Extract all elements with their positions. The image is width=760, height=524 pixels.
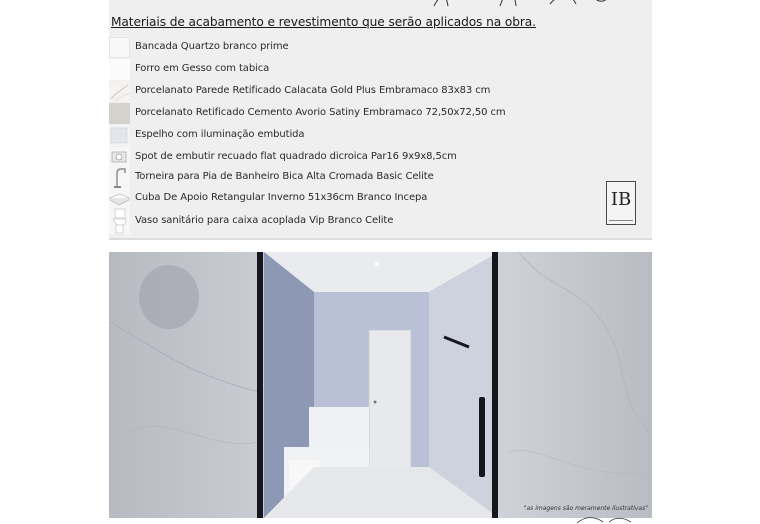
material-label: Porcelanato Parede Retificado Calacata Gold Plus Embramaco 83x83 cm (135, 85, 491, 96)
material-item (109, 187, 609, 207)
faucet-icon (109, 167, 130, 188)
plaster-swatch-icon (109, 59, 130, 80)
script-lettering-decoration (430, 0, 620, 8)
material-label: Forro em Gesso com tabica (135, 63, 270, 74)
material-label: Spot de embutir recuado flat quadrado dicroica Par16 9x9x8,5cm (135, 151, 457, 162)
bathroom-render-illustration (109, 252, 652, 518)
spotlight-icon (109, 147, 130, 168)
render-caption: "as imagens são meramente ilustrativas" (523, 505, 648, 512)
material-item (109, 36, 609, 56)
material-item (109, 166, 609, 186)
sink-icon (109, 188, 130, 209)
material-label: Bancada Quartzo branco prime (135, 41, 289, 52)
cement-swatch-icon (109, 103, 130, 124)
material-label: Vaso sanitário para caixa acoplada Vip Branco Celite (135, 215, 394, 226)
material-label: Espelho com iluminação embutida (135, 129, 305, 140)
toilet-icon (109, 208, 130, 234)
mirror-icon (109, 125, 130, 146)
material-item (109, 80, 609, 100)
materials-heading: Materiais de acabamento e revestimento que serão aplicados na obra. (111, 15, 536, 29)
marble-swatch-icon (109, 81, 130, 102)
material-item (109, 102, 609, 122)
material-item (109, 124, 609, 144)
material-item (109, 146, 609, 166)
material-item (109, 210, 609, 230)
material-label: Torneira para Pia de Banheiro Bica Alta Cromada Basic Celite (135, 171, 434, 182)
bathroom-render (109, 252, 652, 518)
logo-underline (609, 220, 633, 221)
quartz-swatch-icon (109, 37, 130, 58)
material-label: Cuba De Apoio Retangular Inverno 51x36cm Branco Incepa (135, 192, 428, 203)
material-label: Porcelanato Retificado Cemento Avorio Satiny Embramaco 72,50x72,50 cm (135, 107, 506, 118)
script-lettering-decoration (575, 516, 635, 524)
logo-text: IB (610, 189, 632, 210)
logo-ib (606, 181, 636, 225)
material-item (109, 58, 609, 78)
